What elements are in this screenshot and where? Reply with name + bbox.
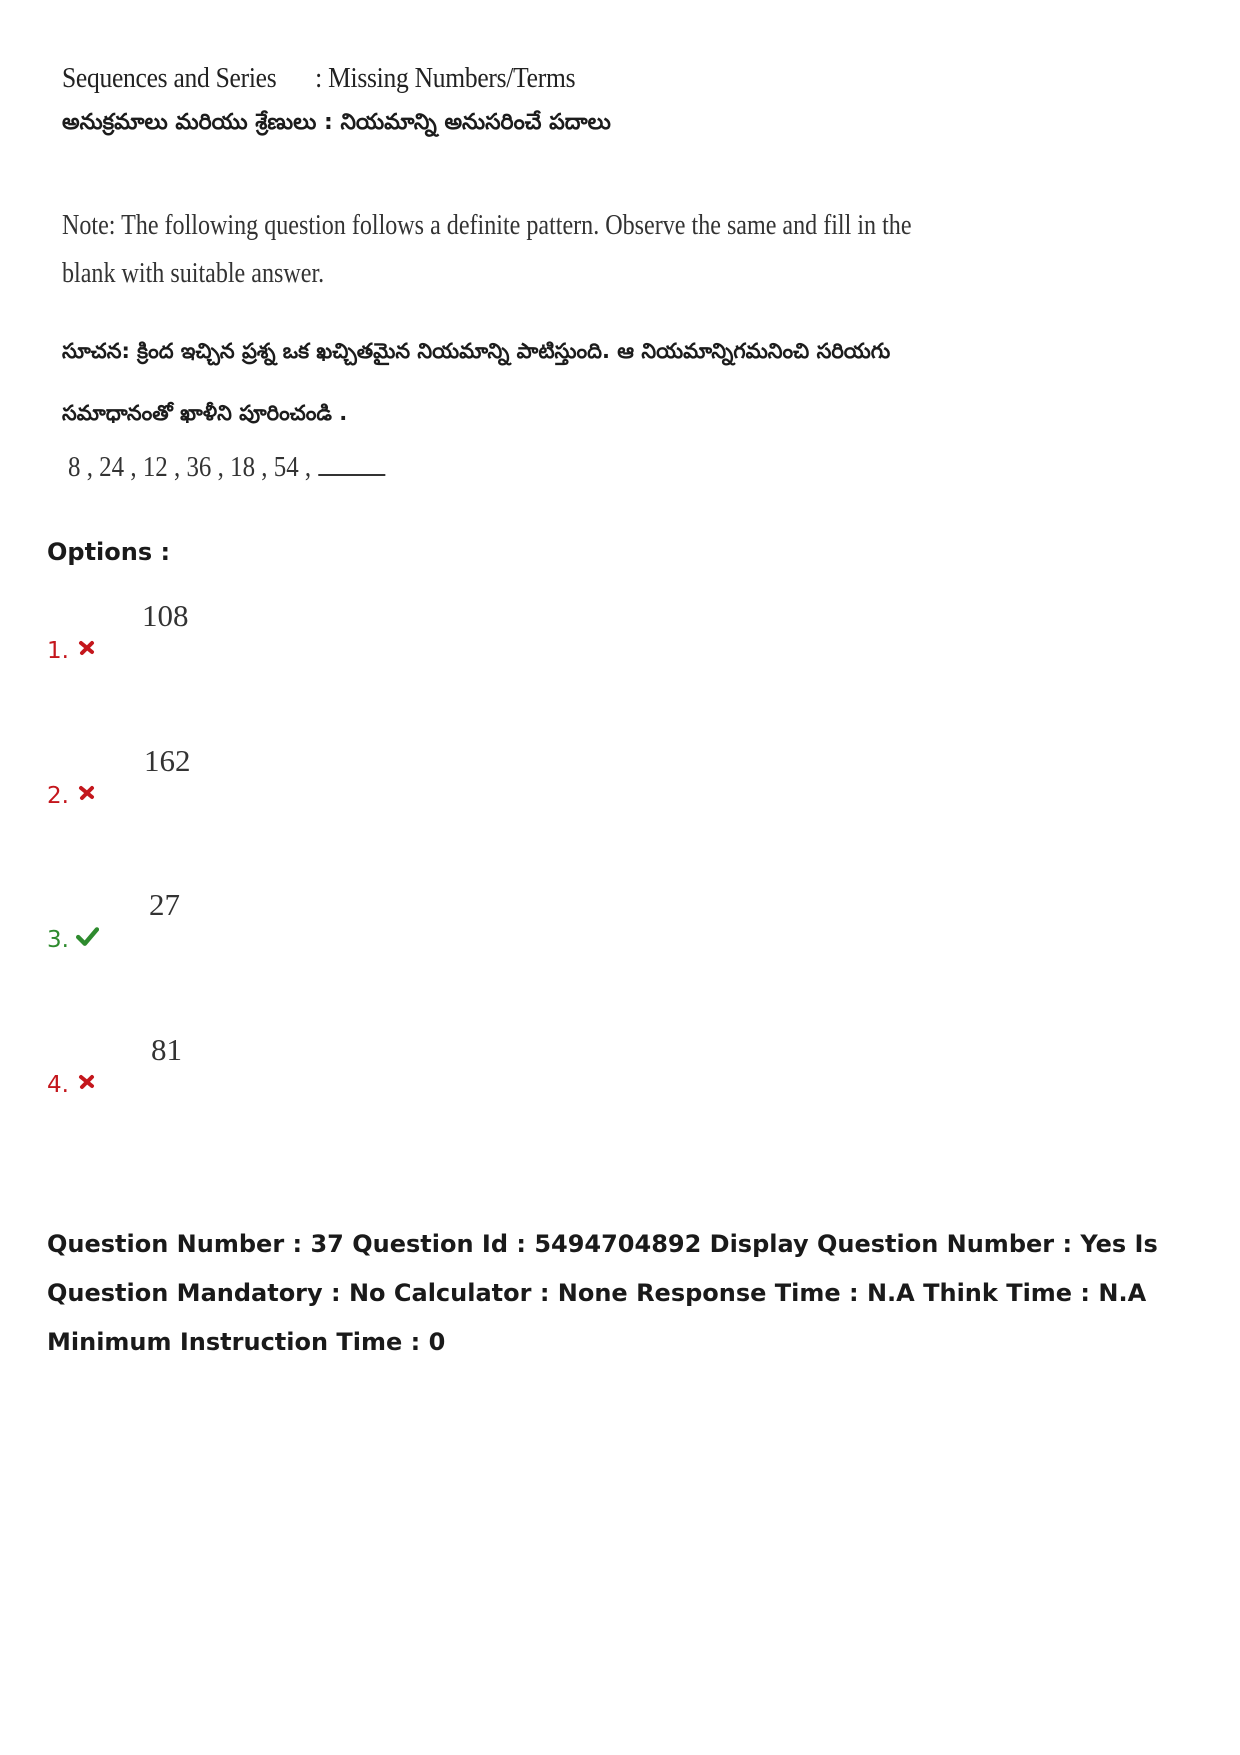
option-value: 108 — [142, 598, 189, 633]
cross-icon — [77, 1072, 97, 1092]
option-number: 1. — [47, 638, 69, 664]
question-note: Note: The following question follows a definite pattern. Observe the same and fill in the blank with suitable answer. — [62, 210, 912, 289]
option-number: 4. — [47, 1072, 69, 1098]
sequence-text: 8 , 24 , 12 , 36 , 18 , 54 , — [68, 451, 312, 483]
question-subtopic: : Missing Numbers/Terms — [315, 62, 576, 94]
option-1 — [47, 574, 447, 664]
option-value: 81 — [151, 1032, 182, 1067]
question-topic: Sequences and Series — [62, 62, 277, 94]
option-4 — [47, 1008, 447, 1098]
question-telugu-title: అనుక్రమాలు మరియు శ్రేణులు : నియమాన్ని అనుసరించే పదాలు — [62, 110, 611, 135]
question-telugu-note: సూచన: క్రింద ఇచ్చిన ప్రశ్న ఒక ఖచ్చితమైన నియమాన్ని పాటిస్తుంది. ఆ నియమాన్నిగమనించి సరియగు సమాధానంతో ఖాళీని పూరించండి . — [62, 339, 891, 425]
question-topic-header — [62, 62, 575, 95]
question-image — [58, 58, 918, 498]
option-number: 2. — [47, 783, 69, 809]
option-value: 162 — [144, 743, 191, 778]
answer-blank — [318, 448, 385, 476]
check-icon — [75, 925, 99, 947]
option-3 — [47, 863, 447, 953]
question-sequence — [68, 448, 385, 484]
question-meta: Question Number : 37 Question Id : 5494704892 Display Question Number : Yes Is Question Mandatory : No Calculator : None Response Time : N.A Think Time : N.A Minimum Instruction Time : 0 — [47, 1230, 1158, 1356]
options-label: Options : — [47, 538, 171, 566]
cross-icon — [77, 638, 97, 658]
option-2 — [47, 719, 447, 809]
option-number: 3. — [47, 927, 69, 953]
cross-icon — [77, 783, 97, 803]
option-value: 27 — [149, 887, 180, 922]
